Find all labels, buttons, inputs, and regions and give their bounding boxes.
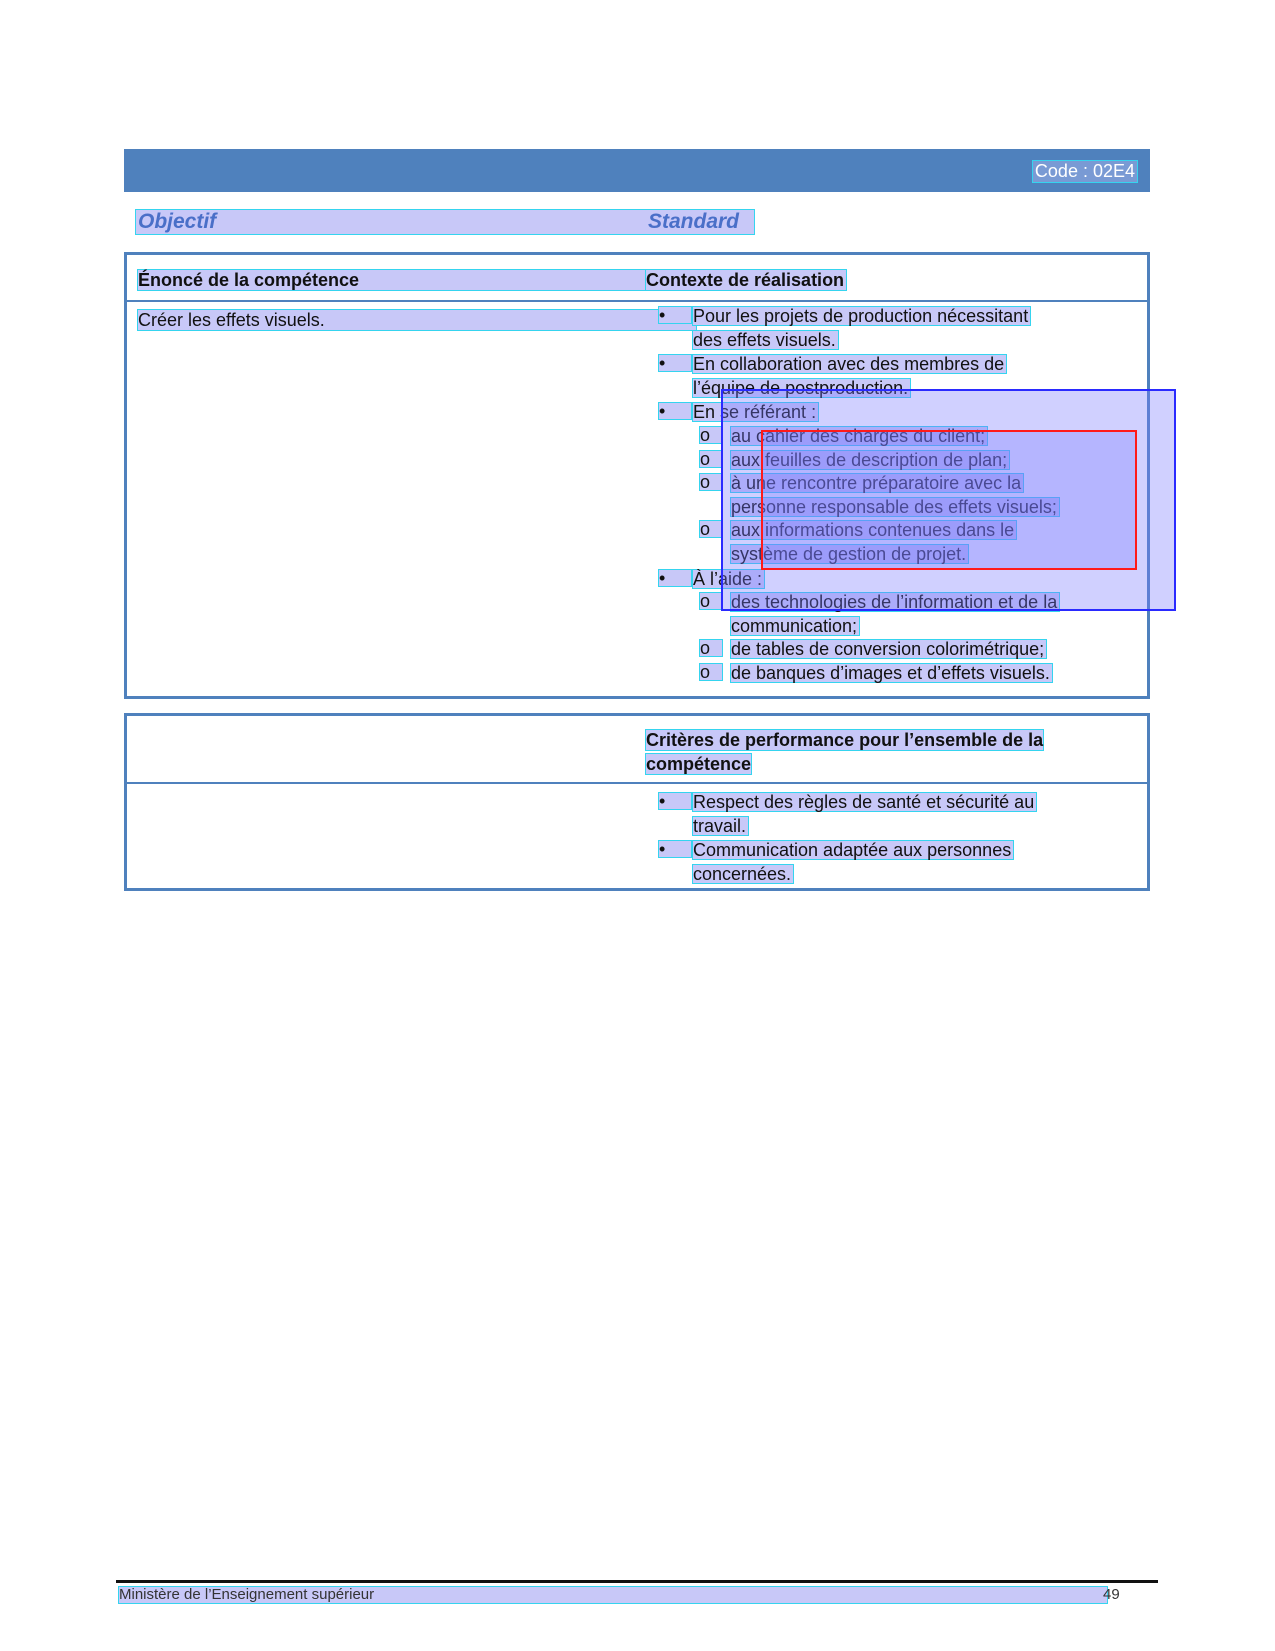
- sub-bullet-marker: o: [699, 473, 723, 491]
- sub-bullet-text-line: personne responsable des effets visuels;: [730, 497, 1060, 517]
- bullet-text-line: Respect des règles de santé et sécurité au: [692, 792, 1037, 812]
- sub-bullet-marker: o: [699, 450, 723, 468]
- code-label: Code : 02E4: [1032, 160, 1138, 183]
- bullet-marker: •: [658, 354, 692, 372]
- bullet-text-line: des effets visuels.: [692, 330, 839, 350]
- selection-box-red: [761, 430, 1137, 570]
- sub-bullet-text-line: système de gestion de projet.: [730, 544, 969, 564]
- bullet-marker: •: [658, 840, 692, 858]
- bullet-text-line: Communication adaptée aux personnes: [692, 840, 1014, 860]
- sub-bullet-text-line: aux feuilles de description de plan;: [730, 450, 1010, 470]
- footer-ministry: Ministère de l’Enseignement supérieur: [118, 1586, 1108, 1604]
- bullet-marker: •: [658, 306, 692, 324]
- bullet-marker: •: [658, 402, 692, 420]
- footer-page-number: 49: [1103, 1586, 1120, 1603]
- footer-rule: [116, 1580, 1158, 1583]
- sub-bullet-marker: o: [699, 663, 723, 681]
- bullet-text-line: l’équipe de postproduction.: [692, 378, 911, 398]
- sub-bullet-text-line: aux informations contenues dans le: [730, 520, 1017, 540]
- criteres-header-line-2: compétence: [646, 754, 752, 774]
- sub-bullet-marker: o: [699, 592, 723, 610]
- bullet-text-line: En collaboration avec des membres de: [692, 354, 1007, 374]
- criteres-header-line-1: Critères de performance pour l’ensemble de la: [646, 730, 1044, 750]
- sub-bullet-text-line: de banques d’images et d’effets visuels.: [730, 663, 1053, 683]
- bullet-text-line: Pour les projets de production nécessitant: [692, 306, 1031, 326]
- bullet-text-line: À l’aide :: [692, 569, 765, 589]
- bullet-text-line: travail.: [692, 816, 749, 836]
- sub-bullet-text-line: au cahier des charges du client;: [730, 426, 988, 446]
- bullet-text-line: En se référant :: [692, 402, 819, 422]
- competence-statement: Créer les effets visuels.: [137, 309, 697, 331]
- sub-bullet-marker: o: [699, 426, 723, 444]
- table-divider: [127, 782, 1147, 784]
- bullet-text-line: concernées.: [692, 864, 794, 884]
- standard-heading: Standard: [648, 210, 740, 233]
- sub-bullet-marker: o: [699, 639, 723, 657]
- sub-bullet-text-line: communication;: [730, 616, 860, 636]
- objectif-heading: Objectif: [138, 210, 217, 233]
- table-divider: [127, 300, 1147, 302]
- criteres-table: [124, 713, 1150, 891]
- bullet-marker: •: [658, 569, 692, 587]
- enonce-header: Énoncé de la compétence: [137, 269, 646, 291]
- header-bar: [124, 149, 1150, 192]
- sub-bullet-text-line: des technologies de l’information et de la: [730, 592, 1060, 612]
- sub-bullet-text-line: à une rencontre préparatoire avec la: [730, 473, 1024, 493]
- bullet-marker: •: [658, 792, 692, 810]
- sub-bullet-marker: o: [699, 520, 723, 538]
- sub-bullet-text-line: de tables de conversion colorimétrique;: [730, 639, 1047, 659]
- objectif-heading-row: [135, 209, 755, 235]
- contexte-header: Contexte de réalisation: [645, 269, 847, 291]
